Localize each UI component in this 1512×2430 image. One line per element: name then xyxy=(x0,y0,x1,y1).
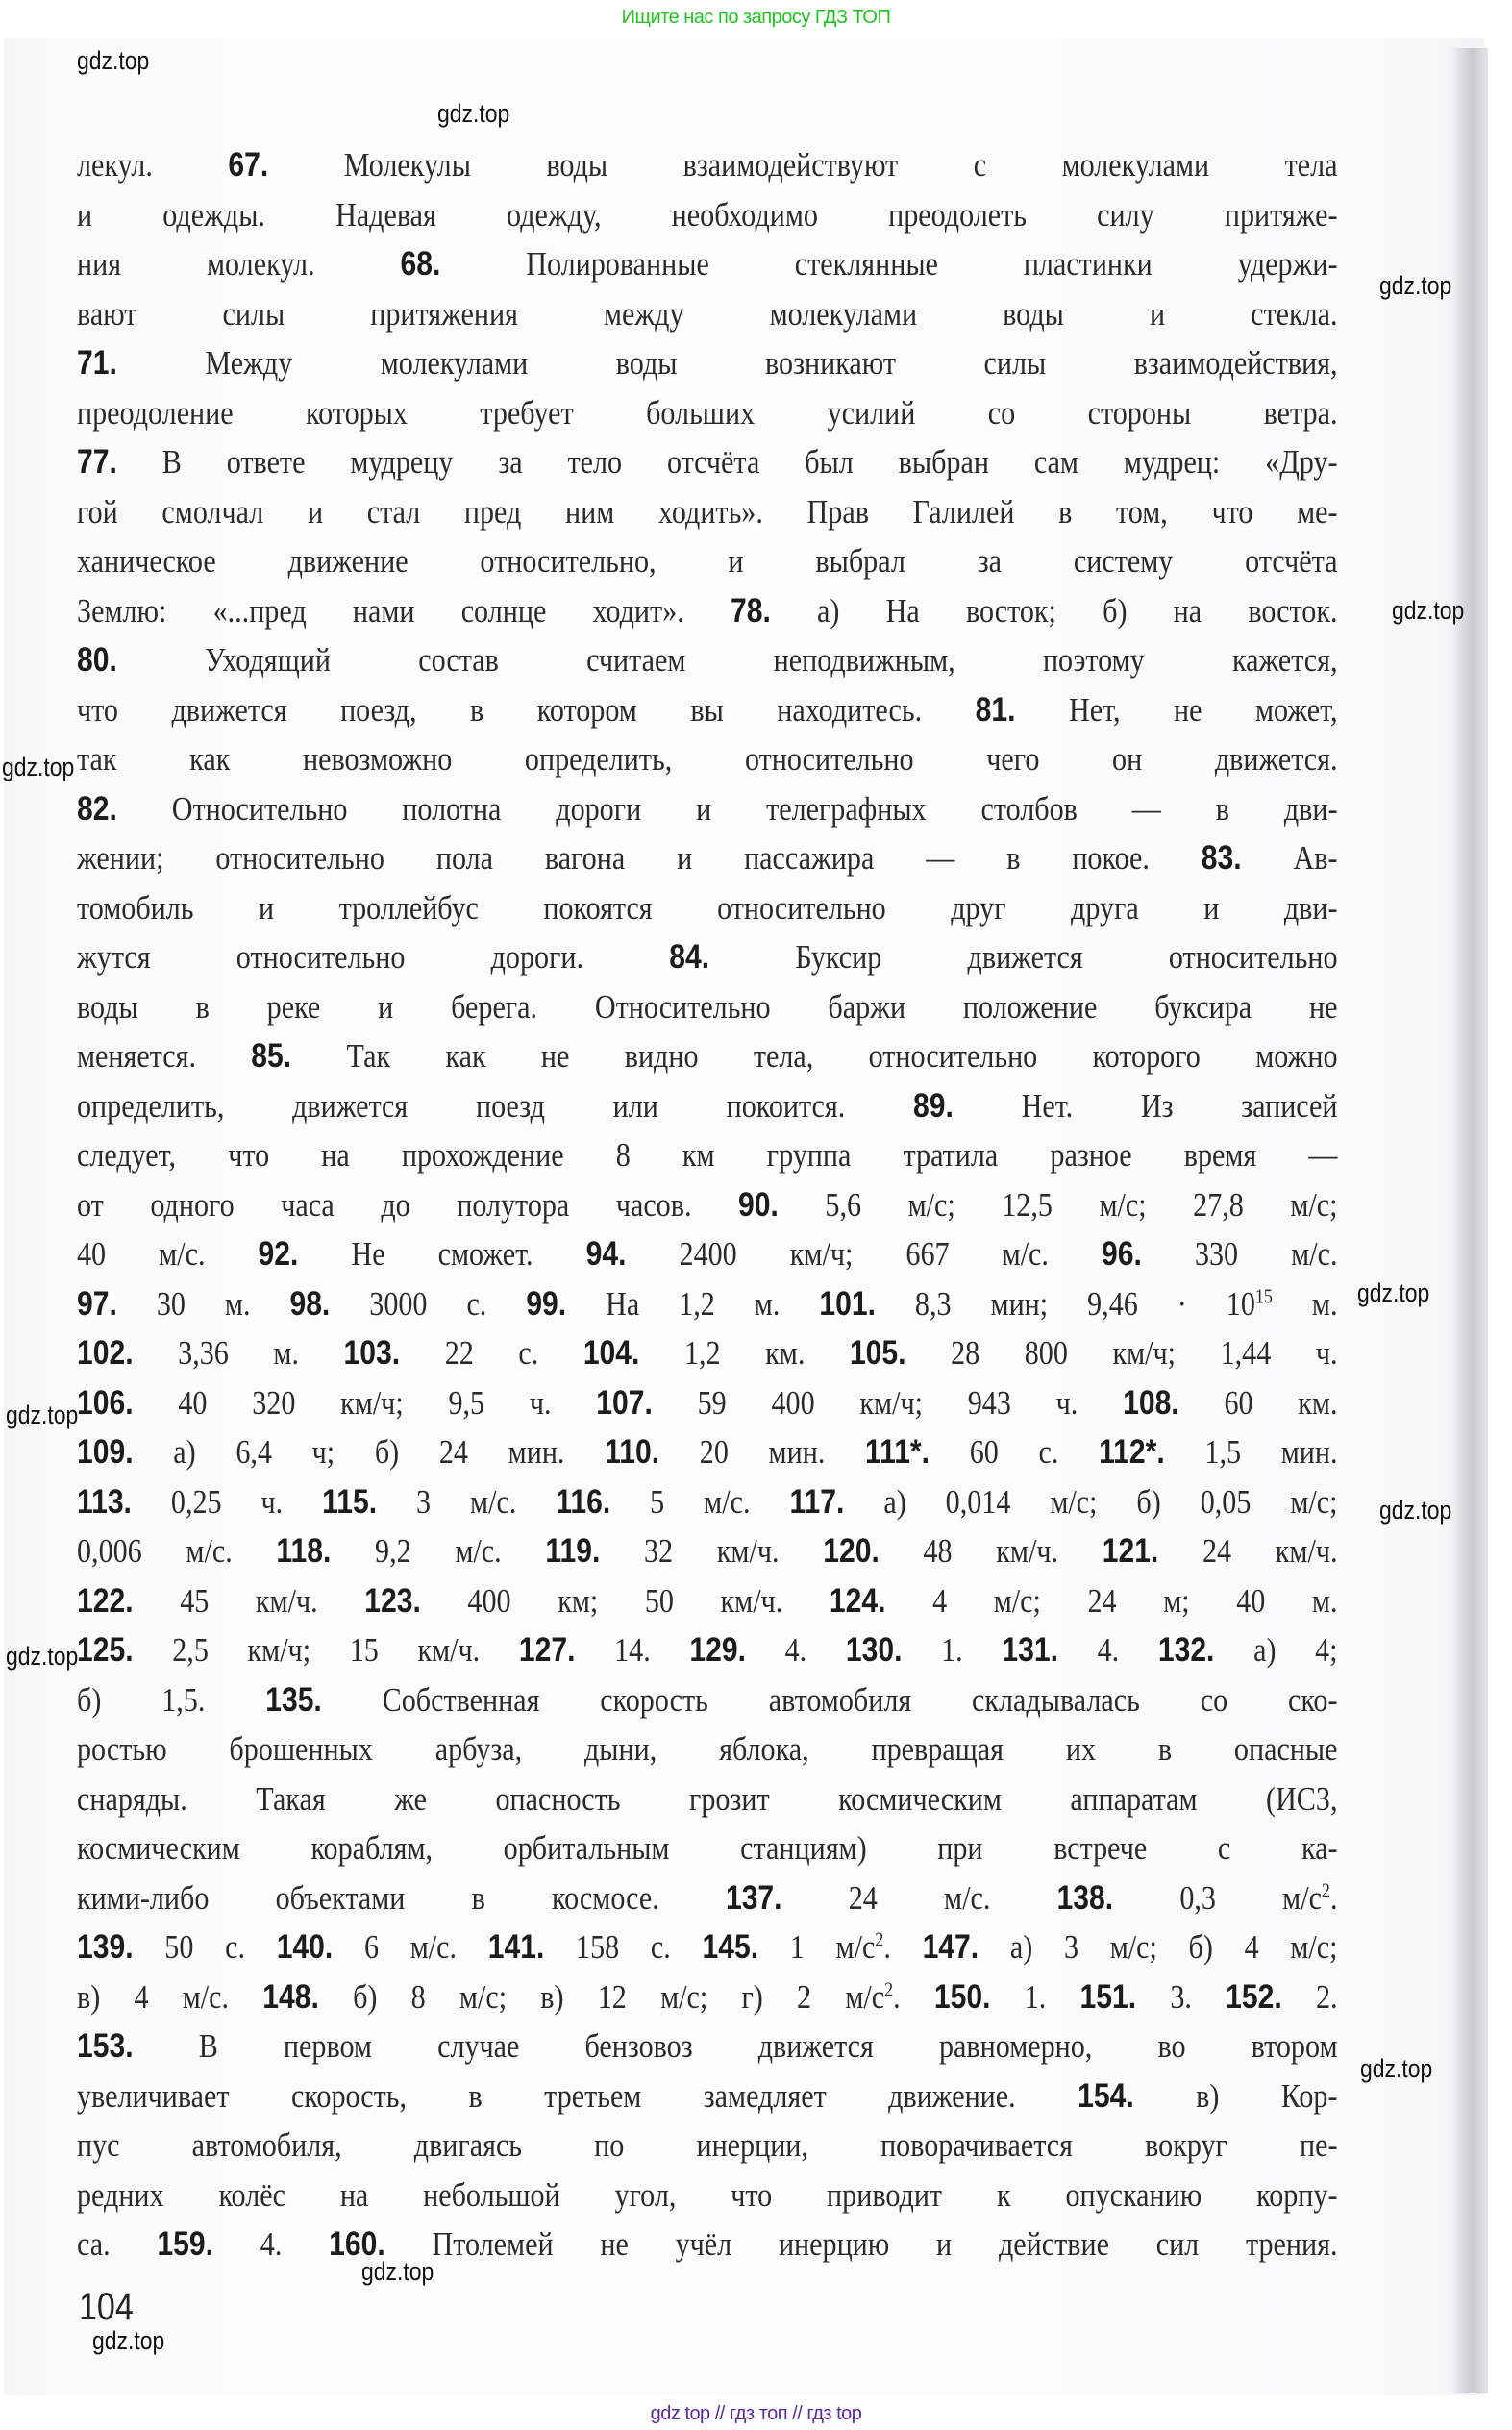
answer-text: жутся относительно дороги. xyxy=(77,938,670,976)
answer-text: вают силы притяжения между молекулами воды и стекла. xyxy=(77,294,1338,333)
answer-text: 1,5 мин. xyxy=(1164,1433,1338,1471)
answer-text: 24 м/с. xyxy=(781,1878,1057,1917)
problem-number: 92. xyxy=(258,1235,299,1273)
answer-text: 330 м/с. xyxy=(1141,1235,1338,1273)
answer-text: Между молекулами воды возникают силы взаимодействия, xyxy=(116,344,1338,382)
problem-number: 97. xyxy=(77,1284,117,1323)
text-line xyxy=(77,1774,1338,1824)
answer-text: 48 км/ч. xyxy=(879,1532,1103,1570)
answer-text: от одного часа до полутора часов. xyxy=(77,1185,739,1224)
text-line xyxy=(77,190,1338,240)
answer-text: 4. xyxy=(212,2225,330,2263)
superscript: 15 xyxy=(1254,1283,1273,1307)
answer-text: ханическое движение относительно, и выбрал за систему отсчёта xyxy=(77,542,1338,580)
answer-text: . xyxy=(883,1928,923,1966)
watermark-text: gdz.top xyxy=(437,99,510,128)
superscript: 2 xyxy=(884,1976,894,2000)
answer-text: 0,3 м/с xyxy=(1113,1878,1322,1917)
problem-number: 106. xyxy=(77,1383,134,1422)
text-line xyxy=(77,1427,1338,1477)
problem-number: 96. xyxy=(1102,1235,1142,1273)
text-line xyxy=(77,635,1338,685)
problem-number: 150. xyxy=(933,1977,991,2016)
answer-text: 1,2 км. xyxy=(639,1334,850,1372)
problem-number: 83. xyxy=(1201,839,1242,877)
answer-text: 24 км/ч. xyxy=(1158,1532,1338,1570)
answer-text: 158 с. xyxy=(544,1928,703,1966)
answer-text: 2. xyxy=(1281,1977,1338,2016)
problem-number: 153. xyxy=(77,2027,134,2065)
text-line xyxy=(77,388,1338,438)
answer-text: . xyxy=(1329,1878,1338,1917)
problem-number: 89. xyxy=(913,1086,954,1125)
problem-number: 108. xyxy=(1123,1383,1179,1422)
answer-text: 4 м/с; 24 м; 40 м. xyxy=(885,1581,1338,1620)
answer-text: 1. xyxy=(990,1977,1080,2016)
answer-text: Не сможет. xyxy=(298,1235,586,1273)
answer-text: В первом случае бензовоз движется равномерно, во втором xyxy=(133,2027,1338,2065)
problem-number: 67. xyxy=(228,146,269,184)
problem-number: 127. xyxy=(518,1631,576,1669)
problem-number: 160. xyxy=(329,2225,385,2263)
problem-number: 147. xyxy=(922,1928,979,1966)
problem-number: 123. xyxy=(364,1581,421,1620)
text-line xyxy=(77,784,1338,834)
text-line xyxy=(77,932,1338,982)
answer-text: 3000 с. xyxy=(330,1284,527,1323)
answers-text xyxy=(77,140,1338,2269)
text-line xyxy=(77,140,1338,190)
answer-text: пус автомобиля, двигаясь по инерции, поворачивается вокруг пе- xyxy=(77,2126,1338,2164)
answer-text: снаряды. Такая же опасность грозит космическим аппаратам (ИСЗ, xyxy=(77,1779,1338,1818)
text-line xyxy=(77,289,1338,339)
answer-text: Относительно полотна дороги и телеграфных столбов — в дви- xyxy=(116,789,1338,828)
watermark-text: gdz.top xyxy=(92,2326,165,2355)
answer-text: 28 800 км/ч; 1,44 ч. xyxy=(905,1334,1338,1372)
problem-number: 104. xyxy=(582,1334,640,1372)
answer-text: преодоление которых требует больших усилий со стороны ветра. xyxy=(77,393,1338,432)
answer-text: 0,006 м/с. xyxy=(77,1532,277,1570)
text-line xyxy=(77,1328,1338,1378)
text-line xyxy=(77,1675,1338,1725)
problem-number: 84. xyxy=(669,938,710,976)
problem-number: 112*. xyxy=(1099,1433,1165,1471)
problem-number: 113. xyxy=(77,1482,132,1521)
answer-text: б) 8 м/с; в) 12 м/с; г) 2 м/с xyxy=(318,1977,885,2016)
answer-text: 3 м/с. xyxy=(377,1482,557,1521)
problem-number: 116. xyxy=(556,1482,611,1521)
problem-number: 117. xyxy=(789,1482,845,1521)
watermark-text: gdz.top xyxy=(1379,1496,1452,1525)
answer-text: Собственная скорость автомобиля складывалась со ско- xyxy=(321,1680,1338,1719)
answer-text: Птолемей не учёл инерцию и действие сил трения. xyxy=(384,2225,1338,2263)
text-line xyxy=(77,1823,1338,1873)
text-line xyxy=(77,586,1338,636)
problem-number: 111*. xyxy=(865,1433,930,1471)
answer-text: редних колёс на небольшой угол, что приводит к опусканию корпу- xyxy=(77,2175,1338,2214)
answer-text: В ответе мудрецу за тело отсчёта был выбран сам мудрец: «Дру- xyxy=(116,443,1338,481)
bottom-banner: gdz top // гдз топ // гдз top xyxy=(650,2403,862,2424)
answer-text: 1 м/с xyxy=(758,1928,876,1966)
page-number: 104 xyxy=(79,2286,134,2328)
problem-number: 77. xyxy=(77,443,117,481)
watermark-text: gdz.top xyxy=(6,1401,79,1429)
text-line xyxy=(77,1031,1338,1081)
answer-text: Ав- xyxy=(1241,839,1338,877)
answer-text: 22 с. xyxy=(400,1334,583,1372)
answer-text: На 1,2 м. xyxy=(566,1284,820,1323)
problem-number: 145. xyxy=(702,1928,759,1966)
watermark-text: gdz.top xyxy=(1392,596,1465,625)
answer-text: кими-либо объектами в космосе. xyxy=(77,1878,726,1917)
answer-text: 0,25 ч. xyxy=(131,1482,323,1521)
problem-number: 94. xyxy=(585,1235,627,1273)
answer-text: 40 м/с. xyxy=(77,1235,259,1273)
problem-number: 137. xyxy=(725,1878,782,1917)
answer-text: меняется. xyxy=(77,1037,252,1075)
answer-text: Молекулы воды взаимодействуют с молекулами тела xyxy=(268,146,1338,184)
text-line xyxy=(77,437,1338,487)
answer-text: гой смолчал и стал пред ним ходить». Прав Галилей в том, что ме- xyxy=(77,492,1338,531)
text-line xyxy=(77,833,1338,883)
problem-number: 151. xyxy=(1079,1977,1137,2016)
problem-number: 152. xyxy=(1226,1977,1282,2016)
problem-number: 129. xyxy=(689,1631,746,1669)
answer-text: Землю: «...пред нами солнце ходит». xyxy=(77,591,731,630)
problem-number: 90. xyxy=(738,1185,779,1224)
answer-text: а) На восток; б) на восток. xyxy=(770,591,1338,630)
text-line xyxy=(77,1279,1338,1329)
answer-text: 5,6 м/с; 12,5 м/с; 27,8 м/с; xyxy=(778,1185,1338,1224)
watermark-text: gdz.top xyxy=(77,46,150,75)
watermark-text: gdz.top xyxy=(1379,271,1452,300)
text-line xyxy=(77,338,1338,388)
problem-number: 102. xyxy=(77,1334,134,1372)
problem-number: 109. xyxy=(77,1433,134,1471)
answer-text: 4. xyxy=(745,1631,846,1669)
problem-number: 71. xyxy=(77,344,117,382)
problem-number: 80. xyxy=(77,641,117,679)
answer-text: а) 4; xyxy=(1214,1631,1338,1669)
answer-text: 45 км/ч. xyxy=(133,1581,365,1620)
problem-number: 110. xyxy=(605,1433,660,1471)
text-line xyxy=(77,1873,1338,1923)
answer-text: определить, движется поезд или покоится. xyxy=(77,1086,914,1125)
problem-number: 159. xyxy=(157,2225,213,2263)
answer-text: Так как не видно тела, относительно которого можно xyxy=(291,1037,1338,1075)
text-line xyxy=(77,536,1338,586)
problem-number: 120. xyxy=(823,1532,880,1570)
answer-text: так как невозможно определить, относительно чего он движется. xyxy=(77,740,1338,778)
answer-text: м. xyxy=(1272,1284,1338,1323)
text-line xyxy=(77,1229,1338,1279)
answer-text: 400 км; 50 км/ч. xyxy=(420,1581,830,1620)
text-line xyxy=(77,2219,1338,2269)
answer-text: 8,3 мин; 9,46 · 10 xyxy=(875,1284,1255,1323)
answer-text: 40 320 км/ч; 9,5 ч. xyxy=(133,1383,597,1422)
problem-number: 135. xyxy=(265,1680,322,1719)
text-line xyxy=(77,982,1338,1032)
text-line xyxy=(77,1526,1338,1576)
superscript: 2 xyxy=(875,1927,884,1951)
text-line xyxy=(77,883,1338,933)
answer-text: ния молекул. xyxy=(77,245,401,283)
problem-number: 105. xyxy=(849,1334,906,1372)
text-line xyxy=(77,685,1338,735)
answer-text: 60 км. xyxy=(1178,1383,1338,1422)
problem-number: 141. xyxy=(487,1928,545,1966)
text-line xyxy=(77,1972,1338,2022)
answer-text: 1. xyxy=(902,1631,1003,1669)
answer-text: . xyxy=(893,1977,934,2016)
answer-text: б) 1,5. xyxy=(77,1680,266,1719)
answer-text: жении; относительно пола вагона и пассажира — в покое. xyxy=(77,839,1202,877)
text-line xyxy=(77,487,1338,537)
problem-number: 68. xyxy=(400,245,441,283)
answer-text: а) 6,4 ч; б) 24 мин. xyxy=(133,1433,606,1471)
answer-text: в) 4 м/с. xyxy=(77,1977,263,2016)
problem-number: 132. xyxy=(1157,1631,1215,1669)
problem-number: 131. xyxy=(1002,1631,1058,1669)
text-line xyxy=(77,2120,1338,2170)
watermark-text: gdz.top xyxy=(1360,2054,1433,2083)
text-line xyxy=(77,2021,1338,2071)
text-line xyxy=(77,1724,1338,1774)
watermark-text: gdz.top xyxy=(6,1642,79,1671)
problem-number: 139. xyxy=(77,1928,134,1966)
answer-text: 5 м/с. xyxy=(610,1482,790,1521)
problem-number: 81. xyxy=(975,690,1016,729)
answer-text: в) Кор- xyxy=(1133,2076,1338,2115)
answer-text: 6 м/с. xyxy=(333,1928,488,1966)
answer-text: и одежды. Надевая одежду, необходимо преодолеть силу притяже- xyxy=(77,195,1338,234)
answer-text: а) 0,014 м/с; б) 0,05 м/с; xyxy=(844,1482,1338,1521)
text-line xyxy=(77,1378,1338,1428)
text-line xyxy=(77,1922,1338,1972)
answer-text: Буксир движется относительно xyxy=(709,938,1338,976)
answer-text: Полированные стеклянные пластинки удержи- xyxy=(440,245,1338,283)
problem-number: 125. xyxy=(77,1631,134,1669)
answer-text: ростью брошенных арбуза, дыни, яблока, превращая их в опасные xyxy=(77,1730,1338,1768)
problem-number: 154. xyxy=(1078,2076,1134,2115)
answer-text: 50 с. xyxy=(133,1928,277,1966)
text-line xyxy=(77,2170,1338,2220)
watermark-text: gdz.top xyxy=(1357,1278,1430,1307)
answer-text: 30 м. xyxy=(116,1284,290,1323)
answer-text: 14. xyxy=(575,1631,690,1669)
problem-number: 99. xyxy=(526,1284,567,1323)
problem-number: 140. xyxy=(276,1928,334,1966)
superscript: 2 xyxy=(1321,1877,1330,1901)
answer-text: 60 с. xyxy=(930,1433,1100,1471)
problem-number: 148. xyxy=(262,1977,319,2016)
text-line xyxy=(77,734,1338,784)
problem-number: 82. xyxy=(77,789,117,828)
problem-number: 107. xyxy=(596,1383,653,1422)
problem-number: 85. xyxy=(251,1037,292,1075)
answer-text: лекул. xyxy=(77,146,229,184)
answer-text: томобиль и троллейбус покоятся относительно друг друга и дви- xyxy=(77,888,1338,927)
text-line xyxy=(77,1130,1338,1180)
watermark-text: gdz.top xyxy=(361,2257,434,2286)
answer-text: 2400 км/ч; 667 м/с. xyxy=(626,1235,1103,1273)
answer-text: 32 км/ч. xyxy=(600,1532,824,1570)
text-line xyxy=(77,239,1338,289)
answer-text: увеличивает скорость, в третьем замедляет движение. xyxy=(77,2076,1078,2115)
problem-number: 98. xyxy=(289,1284,331,1323)
problem-number: 101. xyxy=(819,1284,876,1323)
answer-text: 20 мин. xyxy=(659,1433,866,1471)
problem-number: 103. xyxy=(343,1334,401,1372)
text-line xyxy=(77,1081,1338,1131)
answer-text: 2,5 км/ч; 15 км/ч. xyxy=(133,1631,519,1669)
problem-number: 122. xyxy=(77,1581,134,1620)
text-line xyxy=(77,1576,1338,1626)
problem-number: 130. xyxy=(845,1631,903,1669)
watermark-text: gdz.top xyxy=(2,753,75,781)
answer-text: что движется поезд, в котором вы находитесь. xyxy=(77,690,976,729)
answer-text: Уходящий состав считаем неподвижным, поэтому кажется, xyxy=(116,641,1338,679)
text-line xyxy=(77,1625,1338,1675)
answer-text: 59 400 км/ч; 943 ч. xyxy=(652,1383,1124,1422)
problem-number: 118. xyxy=(276,1532,332,1570)
answer-text: а) 3 м/с; б) 4 м/с; xyxy=(979,1928,1338,1966)
problem-number: 138. xyxy=(1056,1878,1114,1917)
page-edge-shadow xyxy=(1450,48,1488,2393)
problem-number: 124. xyxy=(829,1581,886,1620)
text-line xyxy=(77,1180,1338,1230)
problem-number: 119. xyxy=(545,1532,601,1570)
answer-text: Нет, не может, xyxy=(1015,690,1338,729)
answer-text: 3. xyxy=(1136,1977,1227,2016)
answer-text: Нет. Из записей xyxy=(953,1086,1338,1125)
answer-text: са. xyxy=(77,2225,158,2263)
answer-text: воды в реке и берега. Относительно баржи положение буксира не xyxy=(77,987,1338,1026)
answer-text: космическим кораблям, орбитальным станциям) при встрече с ка- xyxy=(77,1829,1338,1867)
problem-number: 121. xyxy=(1102,1532,1159,1570)
answer-text: 4. xyxy=(1057,1631,1158,1669)
problem-number: 115. xyxy=(322,1482,378,1521)
answer-text: 3,36 м. xyxy=(133,1334,344,1372)
answer-text: следует, что на прохождение 8 км группа тратила разное время — xyxy=(77,1136,1338,1174)
text-line xyxy=(77,1477,1338,1527)
text-line xyxy=(77,2071,1338,2121)
answer-text: 9,2 м/с. xyxy=(331,1532,546,1570)
top-banner: Ищите нас по запросу ГДЗ ТОП xyxy=(621,7,891,28)
problem-number: 78. xyxy=(730,591,771,630)
